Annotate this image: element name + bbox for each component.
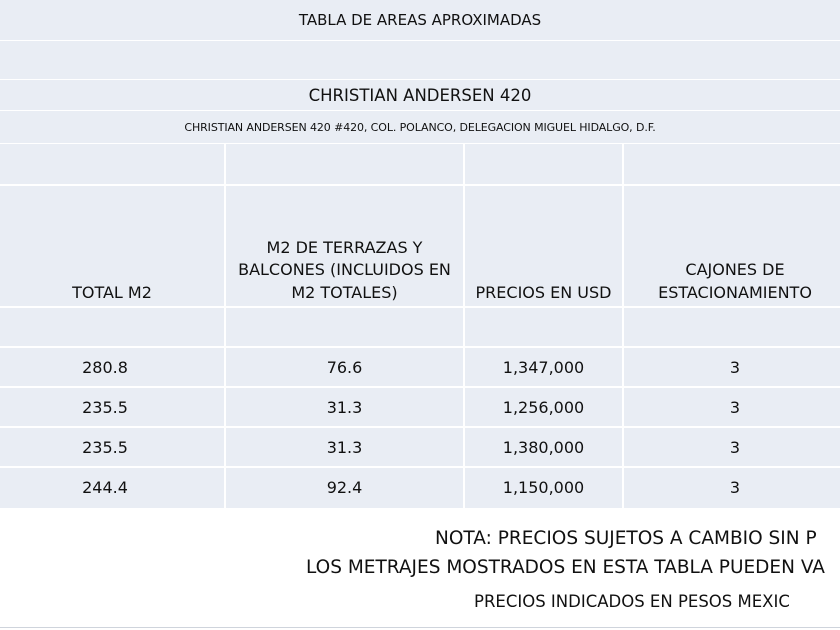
cell-precio: 1,150,000: [502, 477, 585, 497]
table-title: TABLA DE AREAS APROXIMADAS: [0, 0, 840, 41]
header-cajones-label: CAJONES DE ESTACIONAMIENTO: [658, 260, 812, 302]
header-precios: [465, 186, 622, 306]
note-measurements-may-vary: LOS METRAJES MOSTRADOS EN ESTA TABLA PUEDEN VA: [306, 557, 825, 578]
bottom-rule: [0, 627, 840, 628]
header-total-m2: [0, 186, 224, 306]
header-total-m2-label: TOTAL M2: [72, 282, 152, 302]
cell-precio: 1,380,000: [502, 437, 585, 457]
cell-terrazas: 31.3: [326, 397, 363, 417]
header-terrazas-label: M2 DE TERRAZAS Y BALCONES (INCLUIDOS EN M2 TOTALES): [238, 237, 451, 302]
project-address: CHRISTIAN ANDERSEN 420 #420, COL. POLANCO, DELEGACION MIGUEL HIDALGO, D.F.: [0, 111, 840, 144]
cell-total-m2: 235.5: [82, 397, 128, 417]
cell-cajones: 3: [729, 397, 741, 417]
cell-total-m2: 244.4: [82, 477, 128, 497]
note-prices-in-pesos: PRECIOS INDICADOS EN PESOS MEXIC: [474, 592, 790, 611]
spacer-row: [0, 41, 840, 80]
cell-cajones: 3: [729, 437, 741, 457]
project-name: CHRISTIAN ANDERSEN 420: [0, 80, 840, 111]
cell-total-m2: 235.5: [82, 437, 128, 457]
cell-terrazas: 92.4: [326, 477, 363, 497]
cell-total-m2: 280.8: [82, 357, 128, 377]
cell-cajones: 3: [729, 477, 741, 497]
cell-precio: 1,347,000: [502, 357, 585, 377]
cell-precio: 1,256,000: [502, 397, 585, 417]
notes-section: [0, 508, 840, 630]
cell-terrazas: 31.3: [326, 437, 363, 457]
header-precios-label: PRECIOS EN USD: [475, 282, 612, 302]
row-divider: [0, 306, 840, 308]
header-cajones: [624, 186, 840, 306]
cell-cajones: 3: [729, 357, 741, 377]
header-terrazas: [226, 186, 463, 306]
cell-terrazas: 76.6: [326, 357, 363, 377]
note-prices-subject-to-change: NOTA: PRECIOS SUJETOS A CAMBIO SIN P: [435, 528, 817, 549]
